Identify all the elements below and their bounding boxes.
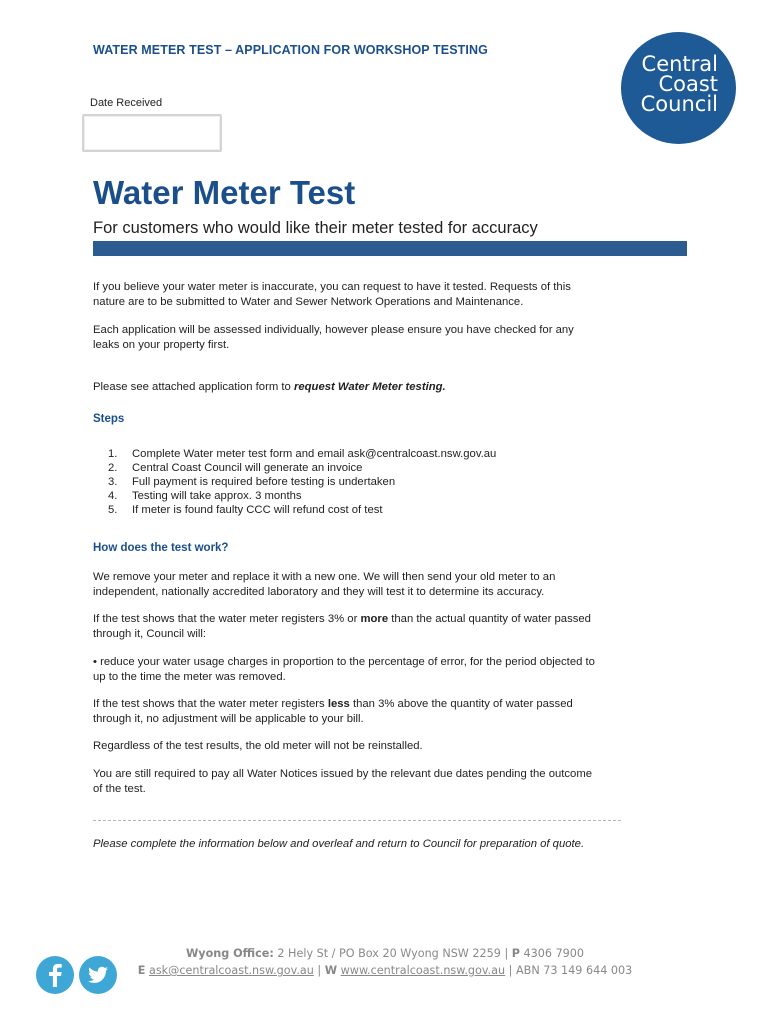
how-paragraph-1 <box>93 570 683 599</box>
how-p1-line-2: independent, nationally accredited laboratory and they will test it to determine its accuracy. <box>93 585 545 598</box>
footer-office-label: Wyong Office: <box>185 947 274 960</box>
how-paragraph-2 <box>93 612 683 641</box>
date-received-label: Date Received <box>90 97 163 109</box>
step-item <box>108 503 688 517</box>
form-reference <box>93 380 683 395</box>
closing-instruction: Please complete the information below and overleaf and return to Council for preparation of quote. <box>93 838 585 850</box>
footer-phone: 4306 7900 <box>519 947 585 960</box>
form-reference-text: Please see attached application form to <box>93 381 294 393</box>
how-p6-line-2: of the test. <box>93 782 146 795</box>
form-reference-emphasis: request Water Meter testing. <box>293 381 446 393</box>
steps-list <box>108 447 688 517</box>
intro-p2-line-2: leaks on your property first. <box>93 338 230 351</box>
how-p2-post: than the actual quantity of water passed <box>388 613 591 625</box>
step-text: Complete Water meter test form and email ask@centralcoast.nsw.gov.au <box>132 448 497 460</box>
how-paragraph-3 <box>93 655 683 684</box>
how-paragraph-6 <box>93 767 683 796</box>
how-paragraph-4 <box>93 697 683 726</box>
step-item <box>108 475 688 489</box>
step-item <box>108 447 688 461</box>
how-paragraph-5: Regardless of the test results, the old meter will not be reinstalled. <box>93 740 423 752</box>
facebook-icon[interactable] <box>36 956 74 994</box>
twitter-icon[interactable] <box>79 956 117 994</box>
cut-line-divider <box>93 820 621 821</box>
footer-web-label: W <box>324 964 338 977</box>
how-p6-line-1: You are still required to pay all Water Notices issued by the relevant due dates pending the outcome <box>93 768 593 780</box>
how-p2-pre: If the test shows that the water meter registers 3% or <box>93 613 361 625</box>
logo-line-3: Council <box>640 92 718 116</box>
how-heading: How does the test work? <box>93 542 229 554</box>
intro-p2-line-1: Each application will be assessed individually, however please ensure you have checked for any <box>93 324 574 336</box>
step-text: Testing will take approx. 3 months <box>132 490 302 502</box>
step-text: Central Coast Council will generate an invoice <box>132 462 363 474</box>
how-p3-line-2: up to the time the meter was removed. <box>93 670 286 683</box>
intro-p1-line-2: nature are to be submitted to Water and Sewer Network Operations and Maintenance. <box>93 295 524 308</box>
how-p4-pre: If the test shows that the water meter registers <box>93 698 328 710</box>
footer-office-address: 2 Hely St / PO Box 20 Wyong NSW 2259 | <box>273 947 512 960</box>
document-title: Water Meter Test <box>93 174 356 211</box>
form-header-title: WATER METER TEST – APPLICATION FOR WORKSHOP TESTING <box>93 43 488 57</box>
step-number: 1. <box>108 448 118 460</box>
footer-phone-label: P <box>511 947 520 960</box>
council-logo <box>621 32 736 144</box>
step-number: 5. <box>108 504 118 516</box>
footer-email-label: E <box>137 964 146 977</box>
date-received-field[interactable] <box>82 114 222 152</box>
how-p4-line-2: through it, no adjustment will be applicable to your bill. <box>93 712 364 725</box>
document-subtitle: For customers who would like their meter tested for accuracy <box>93 219 538 237</box>
step-number: 4. <box>108 490 118 502</box>
step-text: If meter is found faulty CCC will refund cost of test <box>132 504 383 516</box>
title-rule-bar <box>93 241 687 256</box>
footer-web-link[interactable]: www.centralcoast.nsw.gov.au <box>340 964 506 977</box>
step-text: Full payment is required before testing is undertaken <box>132 476 396 488</box>
steps-heading: Steps <box>93 413 125 425</box>
footer-email-link[interactable]: ask@centralcoast.nsw.gov.au <box>148 964 314 977</box>
step-number: 3. <box>108 476 118 488</box>
logo-line-2: Coast <box>658 72 718 96</box>
logo-line-1: Central <box>641 52 718 76</box>
how-p4-bold: less <box>327 698 350 710</box>
intro-paragraph-1 <box>93 280 683 309</box>
how-p3-line-1: • reduce your water usage charges in proportion to the percentage of error, for the period objected to <box>93 656 595 668</box>
footer-abn: | ABN 73 149 644 003 <box>505 964 633 977</box>
how-p2-line-1 <box>93 612 683 627</box>
footer-separator: | <box>313 964 325 977</box>
how-p4-post: than 3% above the quantity of water passed <box>349 698 573 710</box>
how-p1-line-1: We remove your meter and replace it with a new one. We will then send your old meter to an <box>93 571 556 583</box>
how-p2-bold: more <box>360 613 389 625</box>
step-item <box>108 489 688 503</box>
how-p2-line-2: through it, Council will: <box>93 627 207 640</box>
step-item <box>108 461 688 475</box>
intro-p1-line-1: If you believe your water meter is inaccurate, you can request to have it tested. Requests of this <box>93 281 571 293</box>
step-number: 2. <box>108 462 118 474</box>
how-p4-line-1 <box>93 697 683 712</box>
intro-paragraph-2 <box>93 323 683 352</box>
